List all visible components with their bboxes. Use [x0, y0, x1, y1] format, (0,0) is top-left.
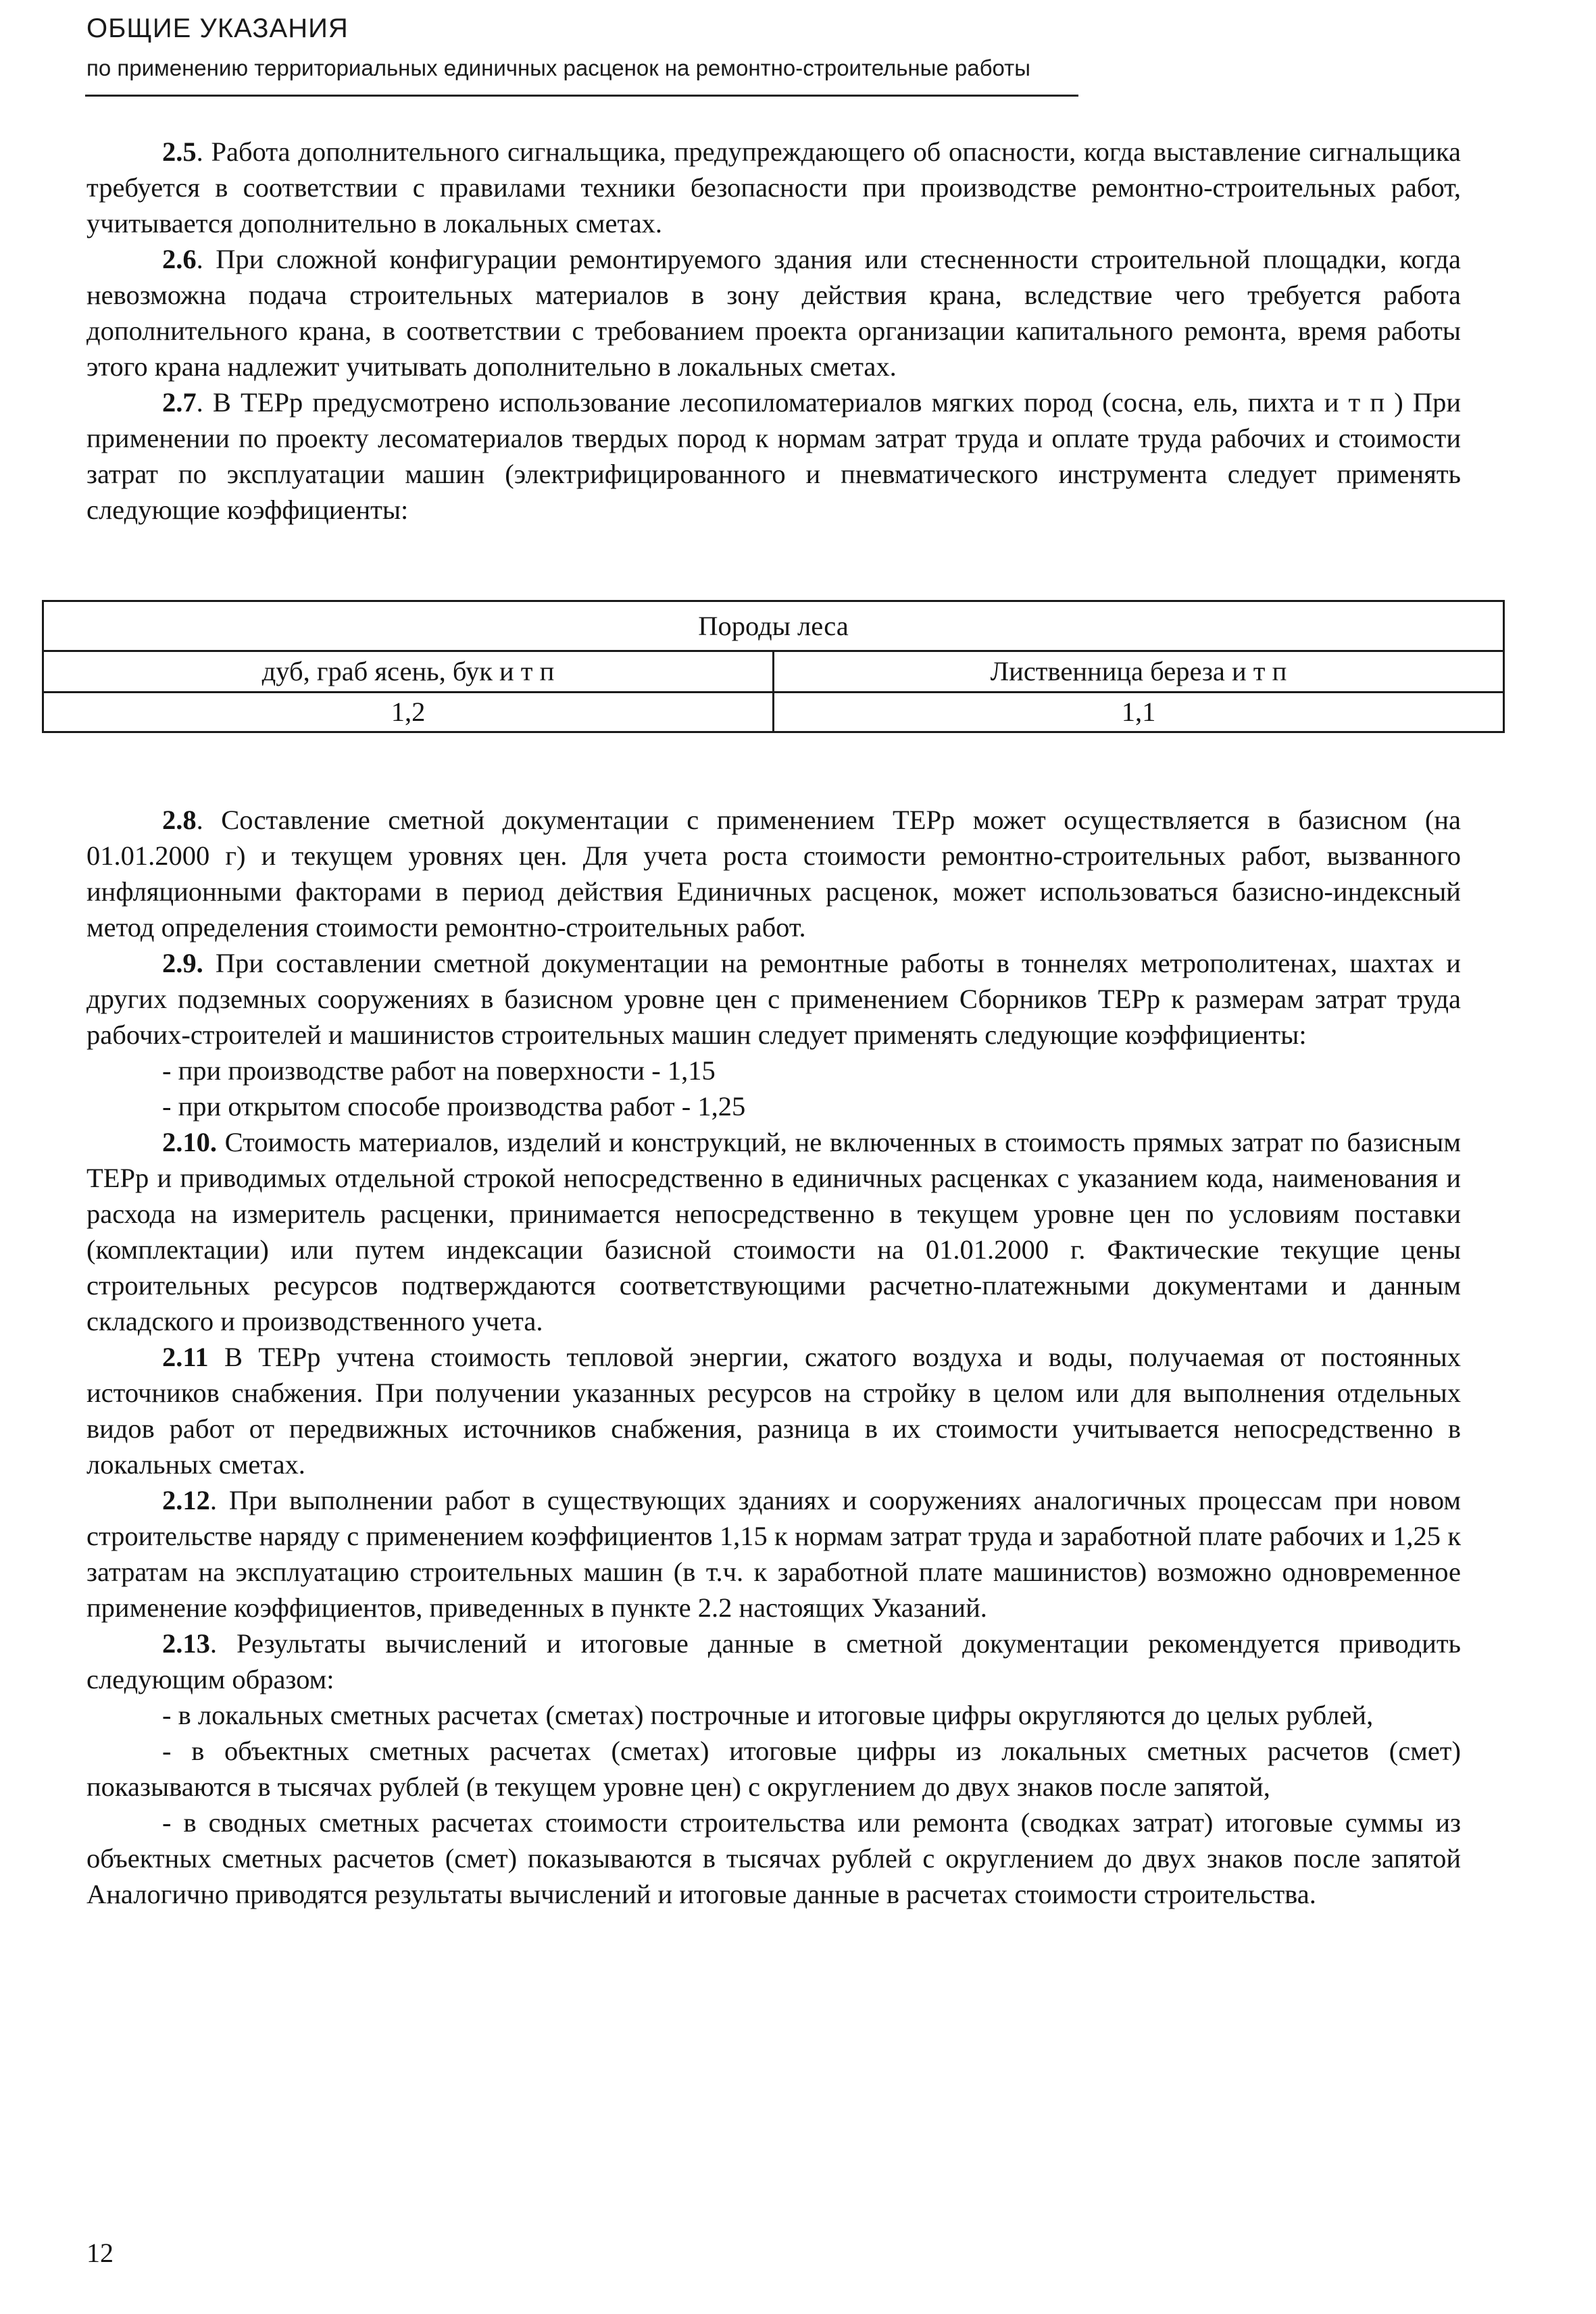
list-item — [86, 1697, 1461, 1733]
section-number: 2.7 — [162, 387, 197, 418]
paragraph-2-5 — [86, 134, 1461, 241]
paragraph-text: - в объектных сметных расчетах (сметах) итоговые цифры из локальных сметных расчетов (смет) показываются в тысячах рублей (в текущем уровне цен) с округлением до двух знаков после запятой, — [86, 1736, 1461, 1802]
paragraph-text: . В ТЕРр предусмотрено использование лесопиломатериалов мягких пород (сосна, ель, пихта и т п ) При применении по проекту лесоматериалов твердых пород к нормам затрат труда и оплате труда рабочих и стоимости затрат по эксплуатации машин (электрифицированного и пневматического инструмента следует применять следующие коэффициенты: — [86, 387, 1461, 525]
section-number: 2.6 — [162, 244, 197, 274]
list-item — [86, 1088, 1461, 1124]
table-cell-value: 1,1 — [774, 693, 1504, 732]
list-item — [86, 1733, 1461, 1805]
section-number: 2.8 — [162, 805, 197, 835]
header-subtitle: по применению территориальных единичных расценок на ремонтно-строительные работы — [86, 55, 1030, 80]
table-cell-value: 1,2 — [43, 693, 774, 732]
list-item — [86, 1053, 1461, 1088]
paragraph-2-13 — [86, 1626, 1461, 1697]
paragraph-text: В ТЕРр учтена стоимость тепловой энергии, сжатого воздуха и воды, получаемая от постоянных источников снабжения. При получении указанных ресурсов на стройку в целом или для выполнения отдельных видов работ от передвижных источников снабжения, разница в их стоимости учитывается непосредственно в локальных сметах. — [86, 1342, 1461, 1480]
paragraph-text: Стоимость материалов, изделий и конструкций, не включенных в стоимость прямых затрат по базисным ТЕРр и приводимых отдельной строкой непосредственно в единичных расценках с указанием кода, наименования и расхода на измеритель расценки, принимается непосредственно в текущем уровне цен по условиям поставки (комплектации) или путем индексации базисной стоимости на 01.01.2000 г. Фактические текущие цены строительных ресурсов подтверждаются соответствующими расчетно-платежными документами и данным складского и производственного учета. — [86, 1127, 1461, 1336]
paragraph-2-9 — [86, 945, 1461, 1053]
paragraph-text: . Составление сметной документации с применением ТЕРр может осуществляется в базисном (на 01.01.2000 г) и текущем уровнях цен. Для учета роста стоимости ремонтно-строительных работ, вызванного инфляционными факторами в период действия Единичных расценок, может использоваться базисно-индексный метод определения стоимости ремонтно-строительных работ. — [86, 805, 1461, 942]
paragraph-2-7 — [86, 384, 1461, 528]
table-header-cell: Породы леса — [43, 601, 1504, 651]
sections-top — [86, 134, 1461, 528]
list-item — [86, 1805, 1461, 1912]
table-header-row — [43, 601, 1504, 651]
section-number: 2.11 — [162, 1342, 209, 1372]
section-number: 2.13 — [162, 1628, 210, 1659]
paragraph-2-6 — [86, 241, 1461, 384]
paragraph-text: . При выполнении работ в существующих зданиях и сооружениях аналогичных процессам при новом строительстве наряду с применением коэффициентов 1,15 к нормам затрат труда и заработной плате рабочих и 1,25 к затратам на эксплуатацию строительных машин (в т.ч. к заработной плате машинистов) возможно одновременное применение коэффициентов, приведенных в пункте 2.2 настоящих Указаний. — [86, 1485, 1461, 1623]
paragraph-2-11 — [86, 1339, 1461, 1482]
paragraph-text: При составлении сметной документации на ремонтные работы в тоннелях метрополитенах, шахтах и других подземных сооружениях в базисном уровне цен с применением Сборников ТЕРр к размерам затрат труда рабочих-строителей и машинистов строительных машин следует применять следующие коэффициенты: — [86, 948, 1461, 1050]
wood-coefficients-table — [42, 600, 1505, 733]
paragraph-text: - при открытом способе производства работ - 1,25 — [162, 1091, 746, 1122]
paragraph-text: . Результаты вычислений и итоговые данные в сметной документации рекомендуется приводить следующим образом: — [86, 1628, 1461, 1694]
sections-bottom — [86, 802, 1461, 1912]
section-number: 2.10. — [162, 1127, 217, 1157]
paragraph-2-12 — [86, 1482, 1461, 1626]
table-row — [43, 693, 1504, 732]
paragraph-text: - при производстве работ на поверхности - 1,15 — [162, 1055, 716, 1086]
table-row — [43, 651, 1504, 693]
header-title: ОБЩИЕ УКАЗАНИЯ — [86, 14, 349, 43]
paragraph-text: - в локальных сметных расчетах (сметах) построчные и итоговые цифры округляются до целых рублей, — [162, 1700, 1374, 1730]
paragraph-text: - в сводных сметных расчетах стоимости строительства или ремонта (сводках затрат) итоговые суммы из объектных сметных расчетов (смет) показываются в тысячах рублей с округлением до двух знаков после запятой Аналогично приводятся результаты вычислений и итоговые данные в расчетах стоимости строительства. — [86, 1807, 1461, 1909]
page-number: 12 — [86, 2238, 114, 2268]
section-number: 2.9. — [162, 948, 203, 978]
table-cell-larch: Лиственница береза и т п — [774, 651, 1504, 693]
header-divider — [85, 95, 1078, 97]
paragraph-text: . При сложной конфигурации ремонтируемого здания или стесненности строительной площадки, когда невозможна подача строительных материалов в зону действия крана, вследствие чего требуется работа дополнительного крана, в соответствии с требованием проекта организации капитального ремонта, время работы этого крана надлежит учитывать дополнительно в локальных сметах. — [86, 244, 1461, 382]
section-number: 2.12 — [162, 1485, 210, 1515]
paragraph-text: . Работа дополнительного сигнальщика, предупреждающего об опасности, когда выставление сигнальщика требуется в соответствии с правилами техники безопасности при производстве ремонтно-строительных работ, учитывается дополнительно в локальных сметах. — [86, 136, 1461, 238]
section-number: 2.5 — [162, 136, 197, 167]
table-cell-hardwood: дуб, граб ясень, бук и т п — [43, 651, 774, 693]
paragraph-2-10 — [86, 1124, 1461, 1339]
paragraph-2-8 — [86, 802, 1461, 945]
